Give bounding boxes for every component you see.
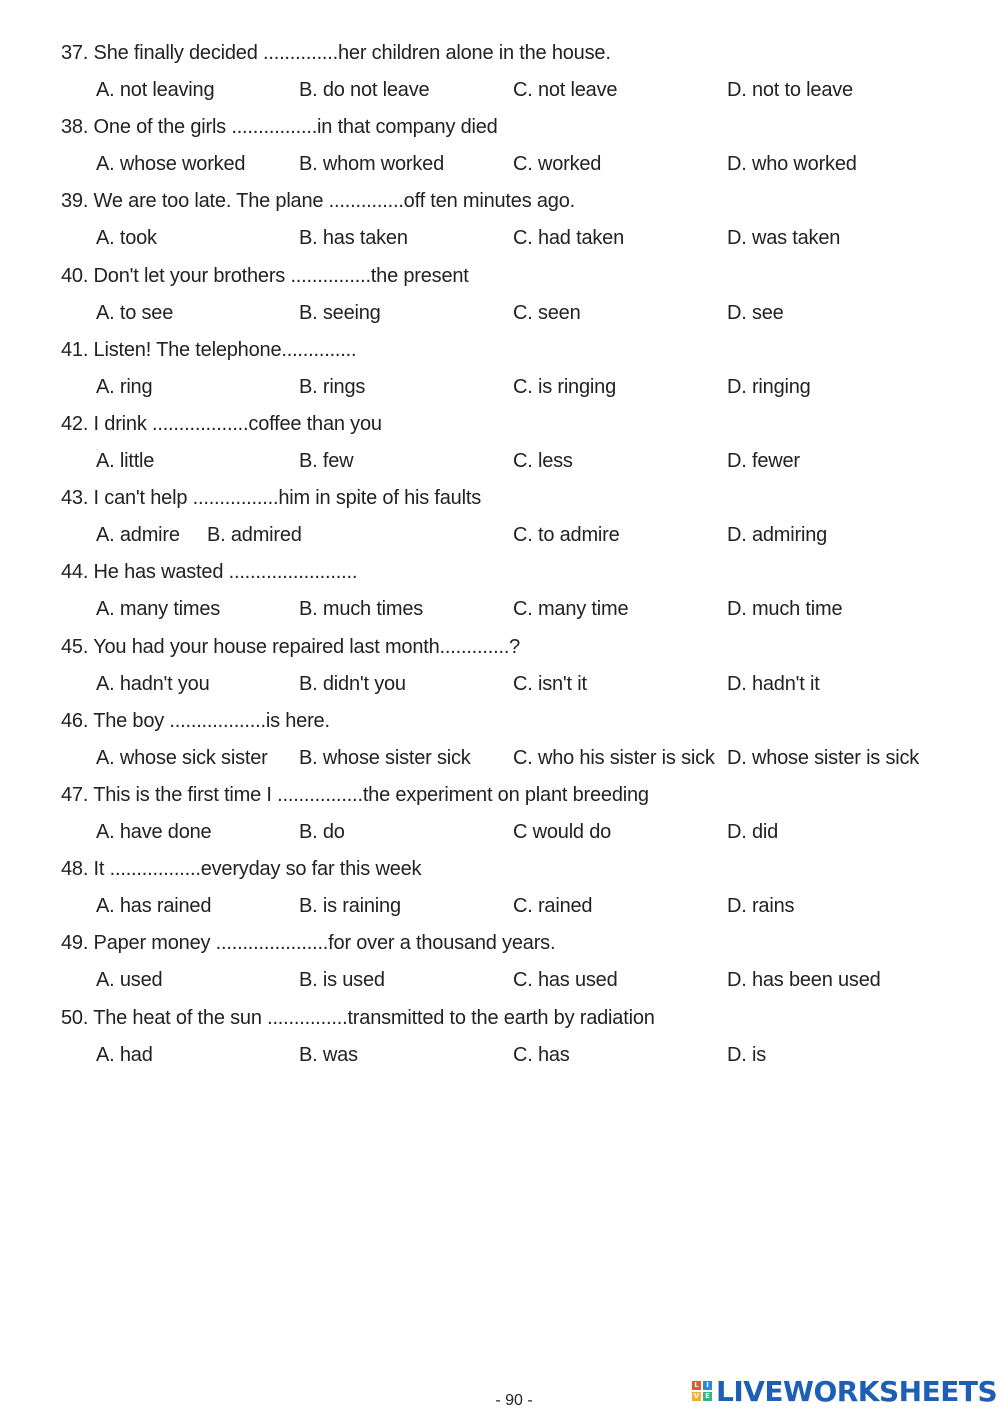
question-stem: 49. Paper money .....................for over a thousand years. [61,932,556,955]
answer-option[interactable]: C. has [513,1043,570,1066]
answer-option[interactable]: C. is ringing [513,375,616,398]
answer-option[interactable]: A. hadn't you [96,672,210,695]
answer-option[interactable]: B. do [299,821,345,843]
answer-option[interactable]: D. see [727,301,784,324]
answer-option[interactable]: B. rings [299,375,366,398]
answer-option[interactable]: D. fewer [727,450,800,472]
logo-text: LIVEWORKSHEETS [716,1374,998,1408]
answer-option[interactable]: C. not leave [513,79,618,101]
answer-option[interactable]: A. used [96,969,163,992]
answer-option[interactable]: A. had [96,1043,153,1066]
answer-option[interactable]: C. to admire [513,524,620,547]
answer-option[interactable]: C. worked [513,153,602,176]
answer-option[interactable]: D. much time [727,598,843,621]
question-stem: 46. The boy ..................is here. [61,709,330,732]
page-number: - 90 - [495,1392,533,1409]
liveworksheets-logo [692,1374,997,1408]
question-stem: 39. We are too late. The plane ..............off ten minutes ago. [61,190,575,213]
answer-option[interactable]: A. has rained [96,895,212,918]
answer-option[interactable]: C. less [513,450,573,472]
question-stem: 43. I can't help ................him in spite of his faults [61,487,481,510]
answer-option[interactable]: D. who worked [727,153,857,176]
answer-option[interactable]: B. much times [299,598,424,621]
answer-option[interactable]: D. ringing [727,375,811,398]
answer-option[interactable]: D. whose sister is sick [727,746,920,769]
answer-option[interactable]: D. not to leave [727,79,853,101]
answer-option[interactable]: A. not leaving [96,79,215,101]
question-stem: 47. This is the first time I ................the experiment on plant breeding [61,784,649,806]
answer-option[interactable]: A. to see [96,301,174,324]
answer-option[interactable]: B. whom worked [299,153,445,176]
answer-option[interactable]: D. was taken [727,227,841,250]
question-stem: 37. She finally decided ..............her children alone in the house. [61,42,611,64]
question-stem: 40. Don't let your brothers ...............the present [61,264,469,287]
answer-option[interactable]: A. ring [96,375,153,398]
answer-option[interactable]: B. whose sister sick [299,746,471,769]
answer-option[interactable]: B. is used [299,969,385,992]
answer-option[interactable]: C. isn't it [513,672,587,695]
answer-option[interactable]: B. few [299,450,354,472]
answer-option[interactable]: C. rained [513,895,593,918]
answer-option[interactable]: A. admire [96,524,180,547]
answer-option[interactable]: C. has used [513,969,618,992]
answer-option[interactable]: C would do [513,821,612,843]
answer-option[interactable]: A. have done [96,821,212,843]
logo-mark-letter: V [693,1392,700,1400]
answer-option[interactable]: A. many times [96,598,221,621]
answer-option[interactable]: B. do not leave [299,79,430,101]
answer-option[interactable]: B. is raining [299,895,401,918]
question-stem: 38. One of the girls ................in that company died [61,116,498,139]
question-stem: 44. He has wasted ........................ [61,561,358,584]
answer-option[interactable]: B. was [299,1043,358,1066]
logo-grid-icon [692,1381,712,1401]
question-stem: 50. The heat of the sun ...............transmitted to the earth by radiation [61,1006,655,1029]
question-stem: 48. It .................everyday so far this week [61,858,422,881]
answer-option[interactable]: D. did [727,821,779,843]
answer-option[interactable]: D. admiring [727,524,828,547]
answer-option[interactable]: C. had taken [513,227,625,250]
question-stem: 45. You had your house repaired last month.............? [61,635,521,658]
answer-option[interactable]: C. seen [513,301,581,324]
answer-option[interactable]: B. seeing [299,301,381,324]
answer-option[interactable]: C. many time [513,598,629,621]
answer-option[interactable]: B. has taken [299,227,408,250]
answer-option[interactable]: C. who his sister is sick [513,746,715,769]
answer-option[interactable]: A. whose worked [96,153,246,176]
question-stem: 42. I drink ..................coffee than you [61,413,382,435]
answer-option[interactable]: A. little [96,450,155,472]
question-stem: 41. Listen! The telephone.............. [61,338,357,361]
answer-option[interactable]: A. whose sick sister [96,746,268,769]
logo-mark-letter: E [703,1392,712,1401]
answer-option[interactable]: A. took [96,227,157,250]
answer-option[interactable]: B. didn't you [299,672,406,695]
logo-mark-letter: I [703,1381,712,1390]
answer-option[interactable]: B. admired [207,524,302,547]
answer-option[interactable]: D. is [727,1043,767,1066]
answer-option[interactable]: D. hadn't it [727,672,820,695]
answer-option[interactable]: D. rains [727,895,795,918]
logo-mark-letter: L [692,1381,701,1390]
answer-option[interactable]: D. has been used [727,969,881,992]
